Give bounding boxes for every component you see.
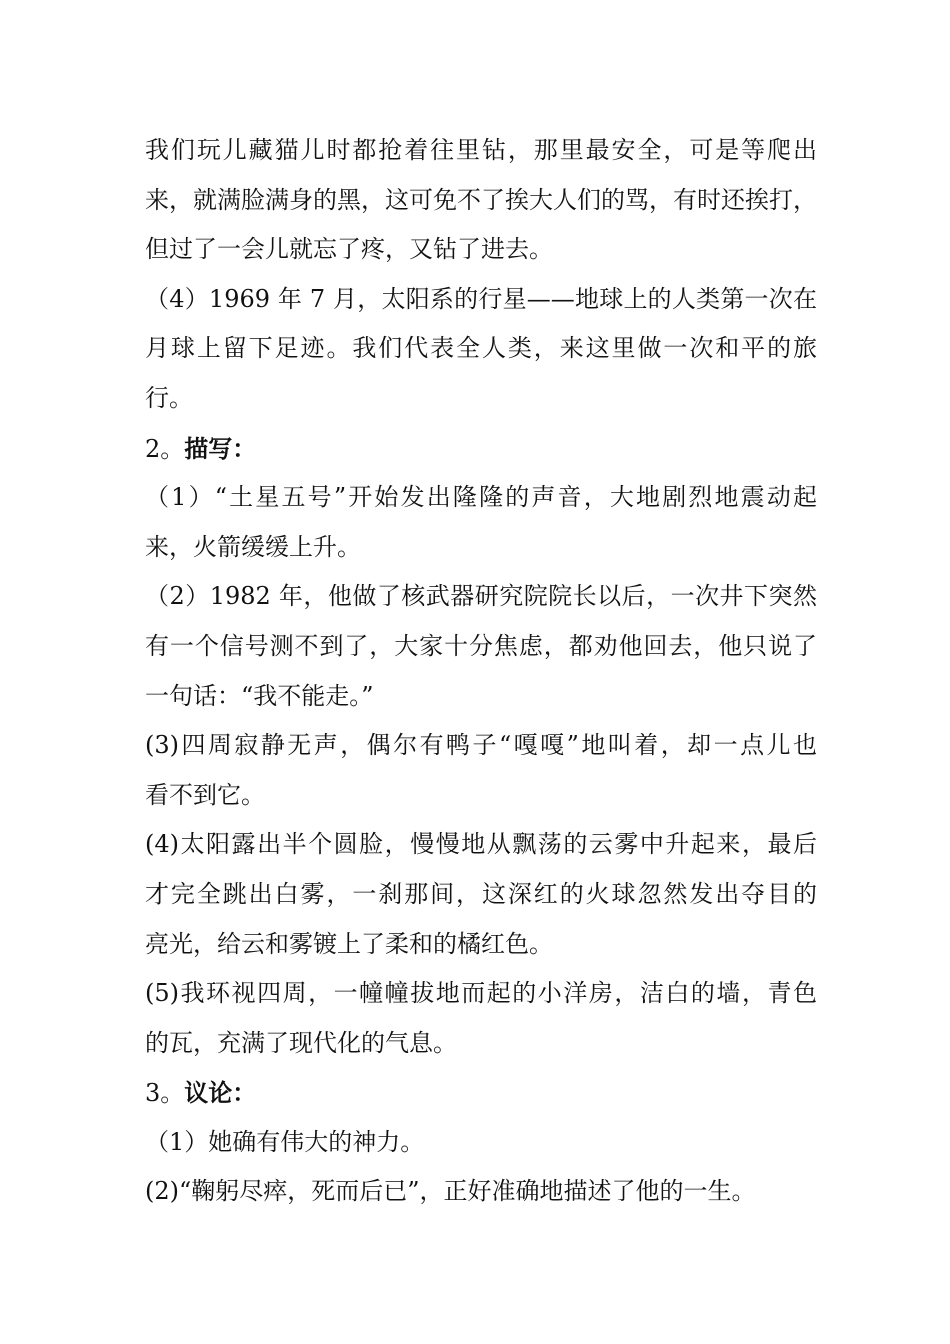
text-line: （4）1969 年 7 月，太阳系的行星——地球上的人类第一次在 bbox=[145, 284, 817, 313]
heading-number: 2。 bbox=[145, 434, 185, 463]
text-line: （2）1982 年，他做了核武器研究院院长以后，一次井下突然 bbox=[145, 582, 817, 611]
section-heading-describe bbox=[145, 424, 817, 474]
text-line: 我们玩儿藏猫儿时都抢着往里钻，那里最安全，可是等爬出 bbox=[145, 136, 817, 164]
text-line: (2)“鞠躬尽瘁，死而后已”，正好准确地描述了他的一生。 bbox=[145, 1177, 756, 1206]
document-body bbox=[145, 126, 817, 1217]
heading-number: 3。 bbox=[145, 1079, 185, 1108]
heading-label: 议论： bbox=[184, 1078, 257, 1108]
section-heading-discuss bbox=[145, 1068, 817, 1118]
text-line: 有一个信号测不到了，大家十分焦虑，都劝他回去，他只说了 bbox=[145, 631, 817, 660]
text-line: （1）“土星五号”开始发出隆隆的声音，大地剧烈地震动起 bbox=[145, 483, 817, 512]
text-line: (3)四周寂静无声，偶尔有鸭子“嘎嘎”地叫着，却一点儿也 bbox=[145, 731, 817, 760]
text-line: 才完全跳出白雾，一刹那间，这深红的火球忽然发出夺目的 bbox=[145, 879, 817, 908]
text-line: 来，火箭缓缓上升。 bbox=[145, 532, 361, 561]
text-line: 来，就满脸满身的黑，这可免不了挨大人们的骂，有时还挨打， bbox=[145, 185, 817, 214]
text-line: 但过了一会儿就忘了疼，又钻了进去。 bbox=[145, 235, 553, 264]
text-line: 亮光，给云和雾镀上了柔和的橘红色。 bbox=[145, 929, 553, 958]
text-line: 看不到它。 bbox=[145, 780, 265, 809]
heading-label: 描写： bbox=[184, 433, 257, 463]
text-line: 的瓦，充满了现代化的气息。 bbox=[145, 1028, 457, 1057]
text-line: 行。 bbox=[145, 383, 193, 412]
text-line: (5)我环视四周，一幢幢拔地而起的小洋房，洁白的墙，青色 bbox=[145, 979, 817, 1008]
text-line: 月球上留下足迹。我们代表全人类，来这里做一次和平的旅 bbox=[145, 334, 817, 363]
text-line: (4)太阳露出半个圆脸，慢慢地从飘荡的云雾中升起来，最后 bbox=[145, 830, 817, 859]
text-line: （1）她确有伟大的神力。 bbox=[145, 1127, 425, 1156]
text-line: 一句话：“我不能走。” bbox=[145, 681, 374, 710]
